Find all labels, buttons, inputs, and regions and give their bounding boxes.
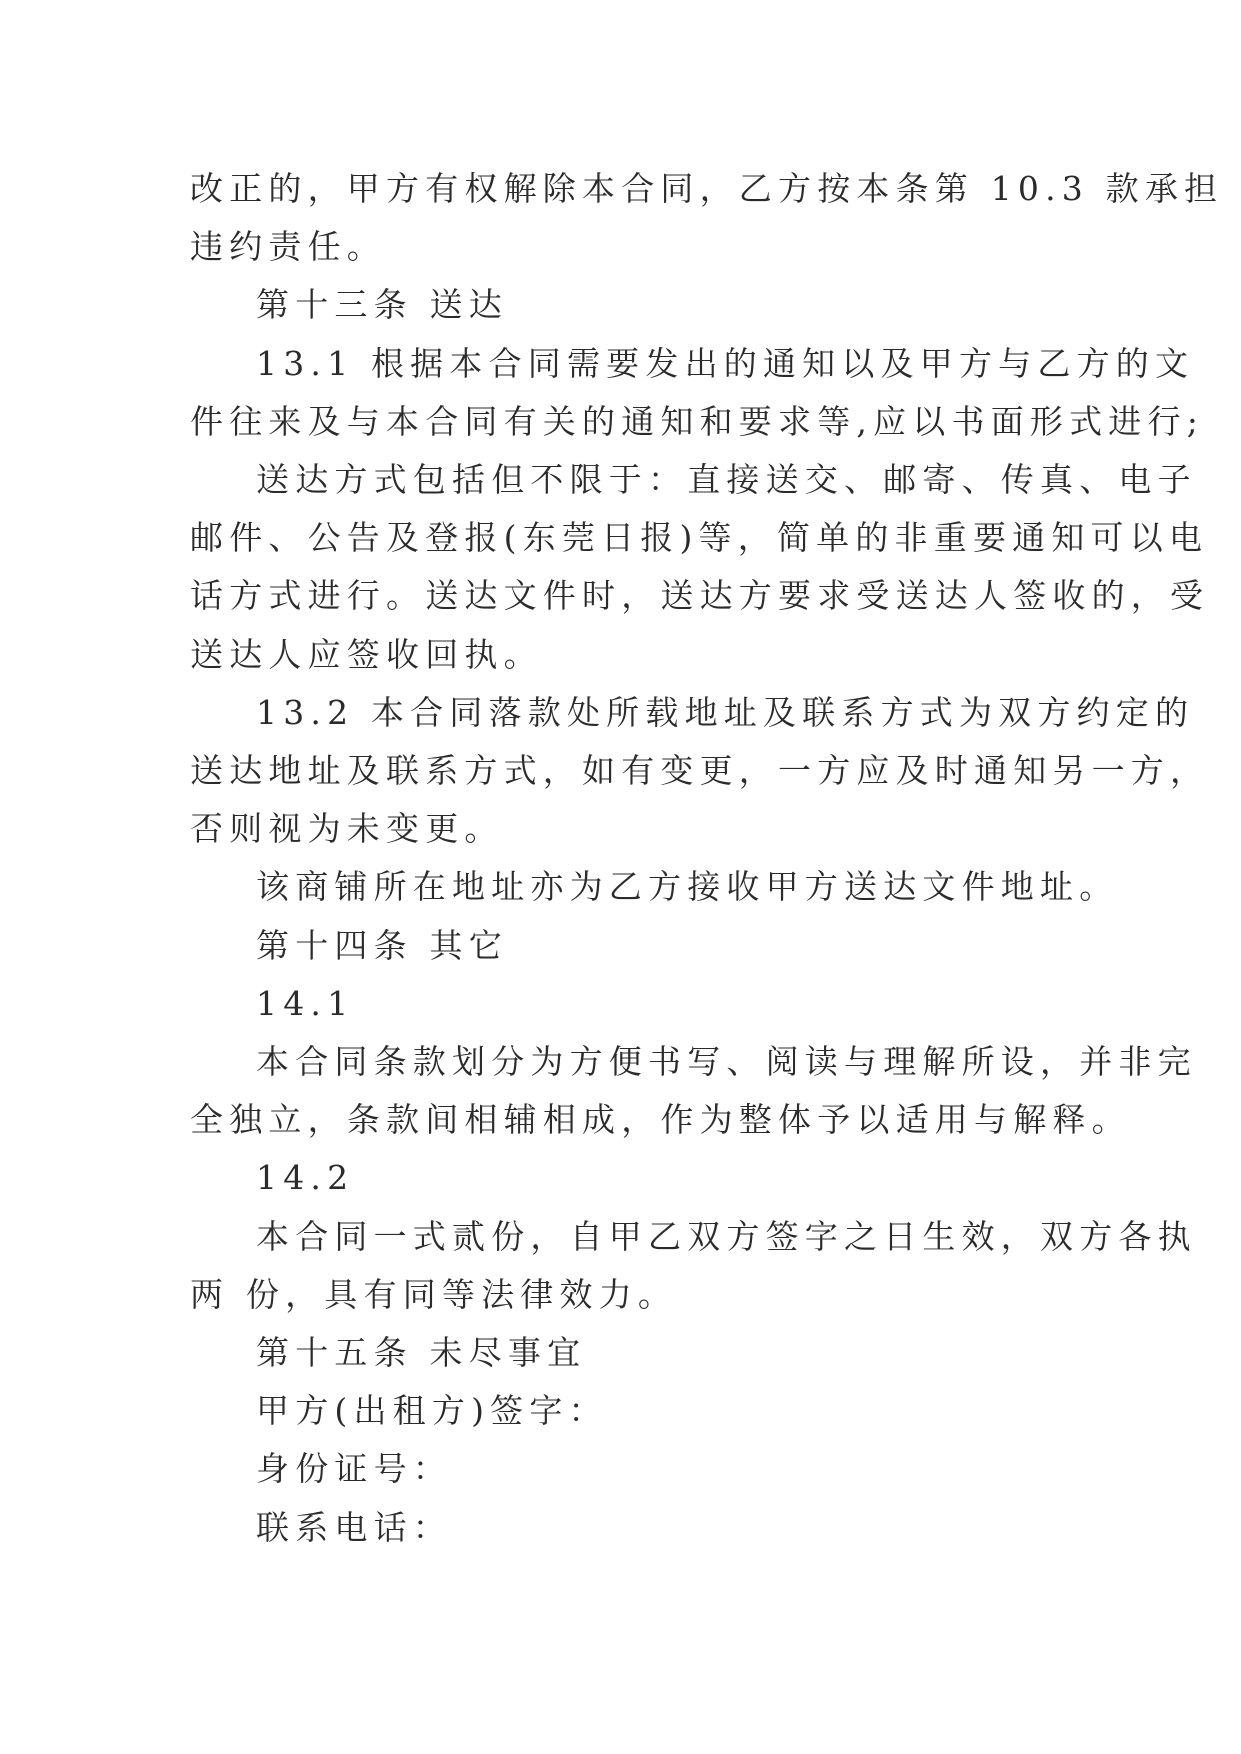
document-body <box>190 160 1224 1557</box>
text-line: 话方式进行。送达文件时，送达方要求受送达人签收的，受 <box>190 576 1210 616</box>
section-heading-15: 第十五条 未尽事宜 <box>256 1333 587 1373</box>
section-heading-13: 第十三条 送达 <box>256 285 508 325</box>
text-line: 改正的，甲方有权解除本合同，乙方按本条第 10.3 款承担 <box>190 169 1224 208</box>
clause-number-14-1: 14.1 <box>256 983 355 1023</box>
text-line: 送达人应签收回执。 <box>190 634 543 674</box>
text-line: 送达方式包括但不限于：直接送交、邮寄、传真、电子 <box>256 460 1197 500</box>
phone-field: 联系电话： <box>256 1507 452 1547</box>
text-line: 件往来及与本合同有关的通知和要求等,应以书面形式进行; <box>190 401 1205 441</box>
clause-13-2: 13.2 本合同落款处所载地址及联系方式为双方约定的 <box>256 692 1195 732</box>
clause-14-2: 本合同一式贰份，自甲乙双方签字之日生效，双方各执 <box>256 1216 1197 1256</box>
section-heading-14: 第十四条 其它 <box>256 925 508 965</box>
text-line: 否则视为未变更。 <box>190 809 504 849</box>
text-line: 两 份，具有同等法律效力。 <box>190 1274 678 1314</box>
clause-13-1: 13.1 根据本合同需要发出的通知以及甲方与乙方的文 <box>256 343 1195 383</box>
id-number-field: 身份证号： <box>256 1449 452 1489</box>
clause-number-14-2: 14.2 <box>256 1158 355 1198</box>
text-line: 全独立，条款间相辅相成，作为整体予以适用与解释。 <box>190 1100 1131 1140</box>
text-line: 违约责任。 <box>190 227 386 267</box>
text-line: 送达地址及联系方式，如有变更，一方应及时通知另一方， <box>190 751 1210 791</box>
clause-14-1: 本合同条款划分为方便书写、阅读与理解所设，并非完 <box>256 1042 1197 1082</box>
text-line: 邮件、公告及登报(东莞日报)等，简单的非重要通知可以电 <box>190 518 1209 558</box>
signature-field-lessor: 甲方(出租方)签字： <box>256 1391 608 1431</box>
text-line: 该商铺所在地址亦为乙方接收甲方送达文件地址。 <box>256 867 1119 907</box>
